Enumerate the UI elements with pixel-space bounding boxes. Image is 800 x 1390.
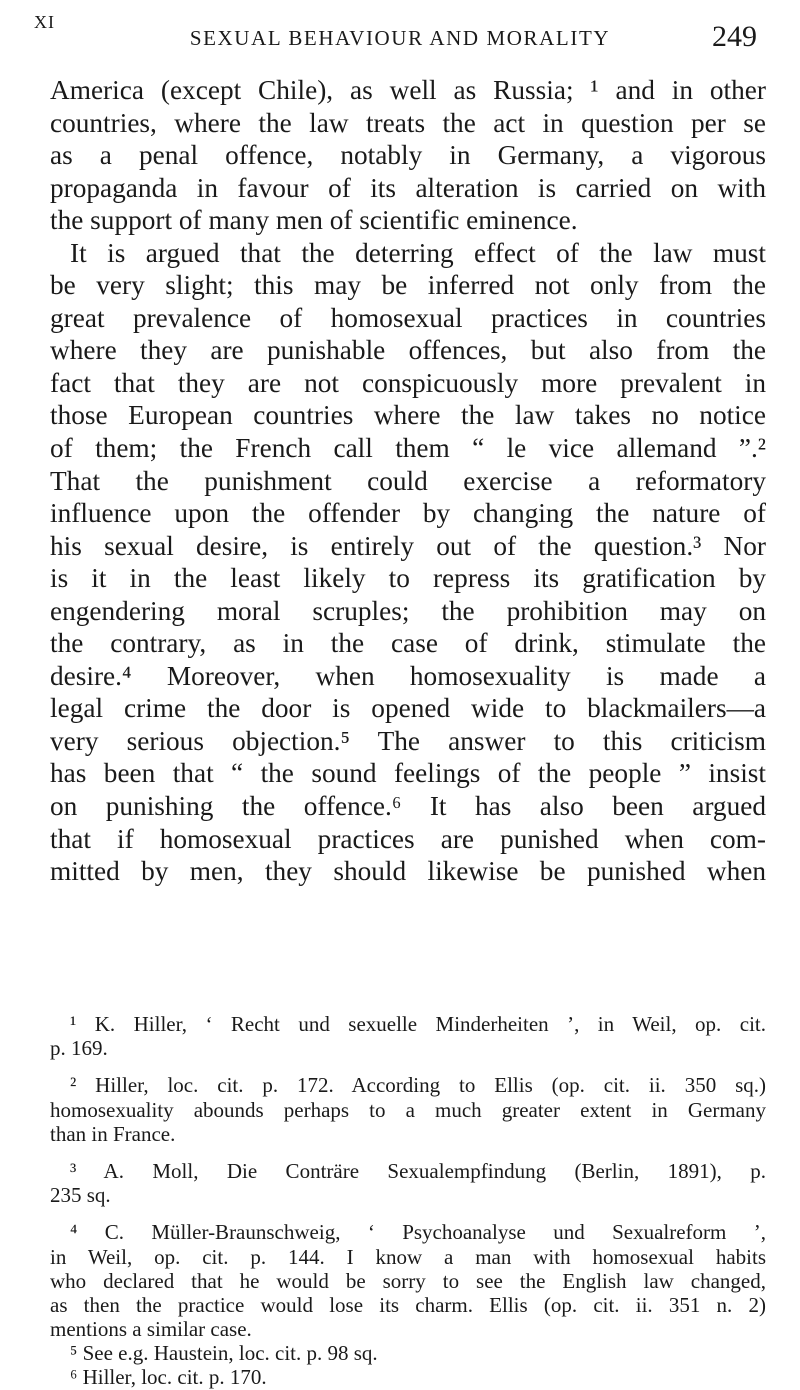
body-line: his sexual desire, is entirely out of the question.³ Nor [50,530,766,561]
body-line: countries, where the law treats the act in question per se [50,107,766,138]
footnote-line: homosexuality abounds perhaps to a much greater extent in Germany [50,1097,766,1122]
footnote-line: ³ A. Moll, Die Conträre Sexualempfindung (Berlin, 1891), p. [70,1158,766,1183]
body-line: those European countries where the law takes no notice [50,400,766,431]
body-line: It is argued that the deterring effect of the law must [70,237,766,268]
footnote-line: ⁴ C. Müller-Braunschweig, ‘ Psychoanalyse und Sexualreform ’, [70,1220,766,1245]
footnotes [50,1012,766,1390]
footnote-line: 235 sq. [50,1183,111,1208]
body-line: the support of many men of scientific eminence. [50,205,578,236]
body-line: fact that they are not conspicuously more prevalent in [50,367,766,398]
footnote-line: ¹ K. Hiller, ‘ Recht und sexuelle Minderheiten ’, in Weil, op. cit. [70,1012,766,1036]
footnote-line: than in France. [50,1121,176,1146]
footnote-line: in Weil, op. cit. p. 144. I know a man with homosexual habits [50,1244,766,1269]
footnote-line: mentions a similar case. [50,1317,252,1342]
body-line: desire.⁴ Moreover, when homosexuality is made a [50,660,766,691]
chapter-number: XI [34,12,55,32]
body-line: that if homosexual practices are punished when com- [50,823,766,854]
footnote-line: p. 169. [50,1036,108,1061]
page-number: 249 [712,20,757,53]
body-line: propaganda in favour of its alteration is carried on with [50,172,766,203]
body-line: engendering moral scruples; the prohibition may on [50,595,766,626]
body-line: on punishing the offence.⁶ It has also been argued [50,791,766,822]
footnote-5 [50,1341,766,1365]
footnote-2 [50,1073,766,1146]
body-line: be very slight; this may be inferred not only from the [50,270,766,301]
body-line: is it in the least likely to repress its gratification by [50,563,766,594]
body-line: has been that “ the sound feelings of the people ” insist [50,758,766,789]
body-line: as a penal offence, notably in Germany, a vigorous [50,140,766,171]
body-line: legal crime the door is opened wide to blackmailers—a [50,693,766,724]
body-line: of them; the French call them “ le vice allemand ”.² [50,433,766,464]
footnote-4 [50,1220,766,1341]
footnote-line: ⁶ Hiller, loc. cit. p. 170. [70,1365,267,1390]
body-line: great prevalence of homosexual practices in countries [50,302,766,333]
body-line: influence upon the offender by changing the nature of [50,498,766,529]
body-text [50,74,766,888]
footnote-3 [50,1159,766,1207]
footnote-line: ² Hiller, loc. cit. p. 172. According to Ellis (op. cit. ii. 350 sq.) [70,1073,766,1098]
footnote-line: as then the practice would lose its charm. Ellis (op. cit. ii. 351 n. 2) [50,1292,766,1317]
body-line: America (except Chile), as well as Russia; ¹ and in other [50,75,766,105]
body-line: very serious objection.⁵ The answer to this criticism [50,725,766,756]
footnote-line: ⁵ See e.g. Haustein, loc. cit. p. 98 sq. [70,1341,378,1366]
body-line: the contrary, as in the case of drink, stimulate the [50,628,766,659]
body-line: That the punishment could exercise a reformatory [50,465,766,496]
footnote-line: who declared that he would be sorry to see the English law changed, [50,1268,766,1293]
footnote-6 [50,1365,766,1389]
body-line: where they are punishable offences, but also from the [50,335,766,366]
body-line: mitted by men, they should likewise be punished when [50,856,766,887]
footnote-1 [50,1012,766,1060]
running-title: SEXUAL BEHAVIOUR AND MORALITY [189,26,611,50]
